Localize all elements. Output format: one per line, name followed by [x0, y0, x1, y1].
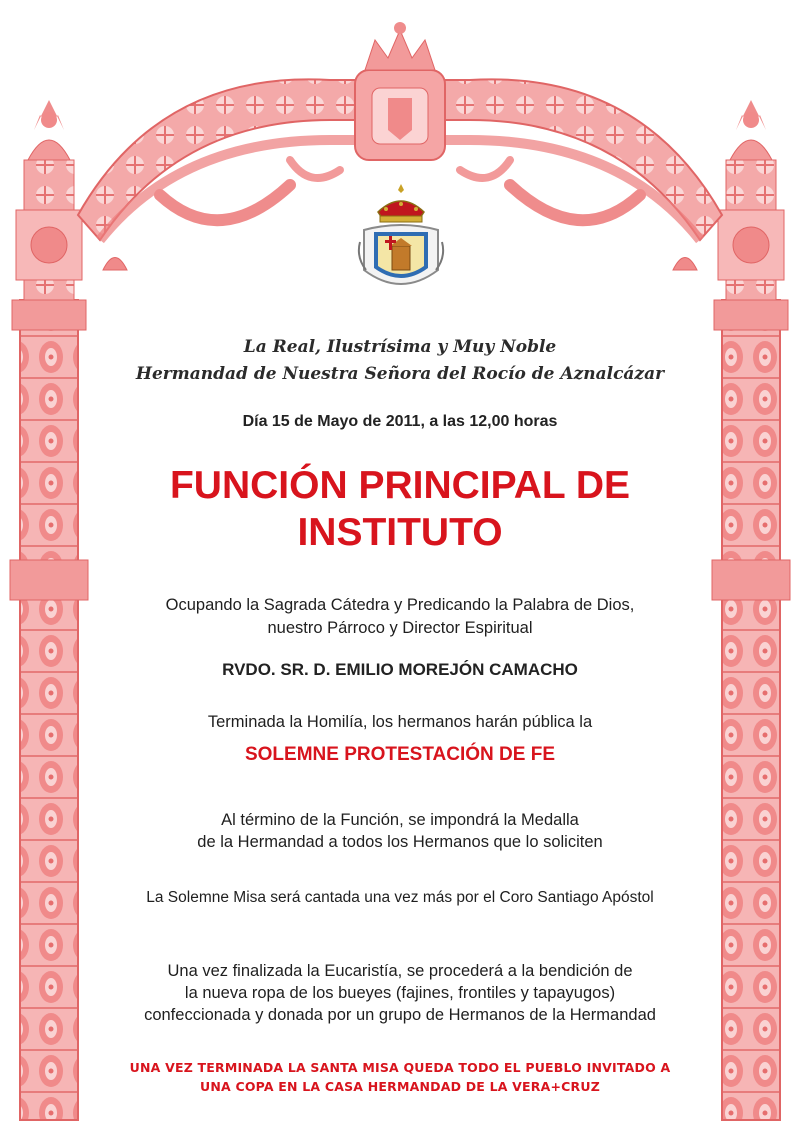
blessing-line1: Una vez finalizada la Eucaristía, se procederá a la bendición de — [167, 962, 633, 980]
blessing-line3: confeccionada y donada por un grupo de Hermanos de la Hermandad — [144, 1006, 656, 1024]
event-date: Día 15 de Mayo de 2011, a las 12,00 horas — [242, 413, 558, 430]
right-column — [712, 100, 790, 1120]
main-title-line1: FUNCIÓN PRINCIPAL DE — [169, 464, 631, 507]
choir-text: La Solemne Misa será cantada una vez más por el Coro Santiago Apóstol — [146, 889, 654, 906]
brotherhood-coat-of-arms — [356, 182, 446, 300]
protestation-heading: SOLEMNE PROTESTACIÓN DE FE — [244, 744, 555, 765]
main-title-line2: INSTITUTO — [297, 511, 503, 554]
homily-text: Terminada la Homilía, los hermanos harán pública la — [207, 713, 593, 731]
medal-line2: de la Hermandad a todos los Hermanos que lo soliciten — [197, 833, 603, 851]
preacher-name: RVDO. SR. D. EMILIO MOREJÓN CAMACHO — [222, 660, 578, 679]
closing-line2: UNA COPA EN LA CASA HERMANDAD DE LA VERA+CRUZ — [200, 1079, 600, 1094]
blessing-line2: la nueva ropa de los bueyes (fajines, frontiles y tapayugos) — [184, 984, 616, 1002]
closing-line1: UNA VEZ TERMINADA LA SANTA MISA QUEDA TODO EL PUEBLO INVITADO A — [129, 1060, 671, 1075]
preaching-line1: Ocupando la Sagrada Cátedra y Predicando la Palabra de Dios, — [165, 596, 635, 614]
medal-line1: Al término de la Función, se impondrá la Medalla — [221, 811, 579, 829]
preaching-line2: nuestro Párroco y Director Espiritual — [267, 619, 533, 637]
brotherhood-title-line1: La Real, Ilustrísima y Muy Noble — [243, 337, 557, 357]
brotherhood-title-line2: Hermandad de Nuestra Señora del Rocío de Aznalcázar — [135, 364, 665, 384]
left-column — [10, 100, 88, 1120]
